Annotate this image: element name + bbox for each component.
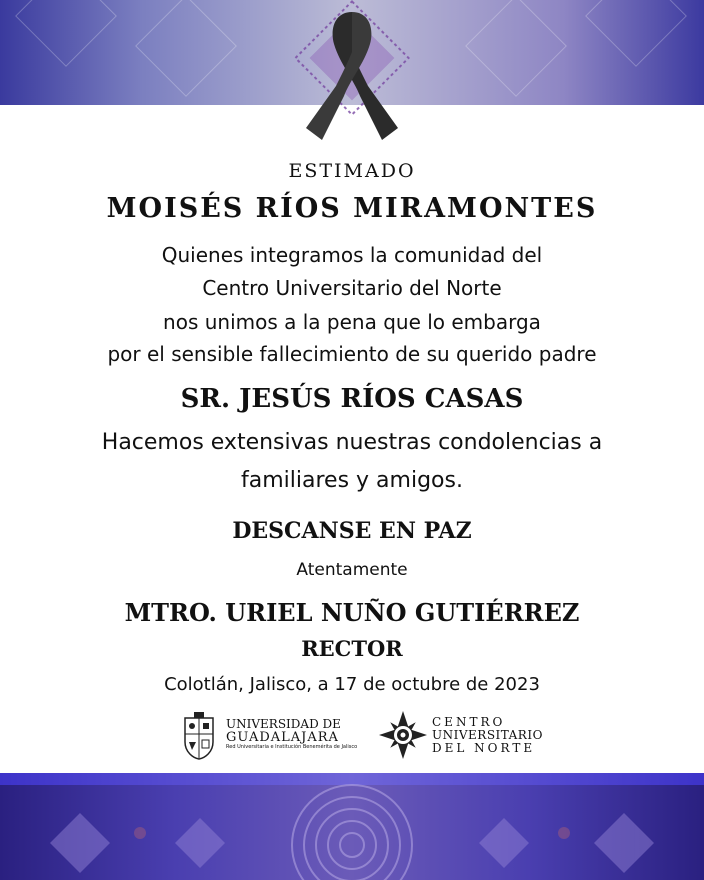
- cun-line2: UNIVERSITARIO: [432, 728, 543, 742]
- band-diamond: [465, 0, 567, 97]
- cun-logo-text: [432, 716, 543, 755]
- condolence-line: familiares y amigos.: [241, 468, 463, 493]
- body-line: nos unimos a la pena que lo embarga: [163, 310, 541, 334]
- udg-line1: UNIVERSIDAD DE: [226, 717, 341, 731]
- salutation: ESTIMADO: [288, 160, 416, 182]
- signer-name: MTRO. URIEL NUÑO GUTIÉRREZ: [124, 598, 580, 627]
- udg-line2: GUADALAJARA: [226, 730, 339, 745]
- condolence-line: Hacemos extensivas nuestras condolencias a: [101, 430, 603, 455]
- body-line: por el sensible fallecimiento de su querido padre: [107, 342, 597, 366]
- band-diamond: [15, 0, 117, 67]
- signer-title: RECTOR: [301, 636, 403, 661]
- mourning-ribbon-icon: [294, 0, 410, 150]
- body-line: Centro Universitario del Norte: [202, 276, 502, 300]
- closing: Atentamente: [296, 560, 408, 580]
- cun-line1: CENTRO: [432, 715, 506, 729]
- place-date: Colotlán, Jalisco, a 17 de octubre de 2023: [164, 674, 540, 695]
- udg-logo-text: [226, 718, 357, 750]
- bottom-decorative-band: [0, 773, 704, 880]
- body-line: Quienes integramos la comunidad del: [161, 243, 543, 267]
- rest-in-peace: DESCANSE EN PAZ: [232, 518, 472, 544]
- udg-shield-icon: [181, 712, 217, 760]
- deceased-name: SR. JESÚS RÍOS CASAS: [180, 384, 524, 414]
- band-diamond: [135, 0, 237, 97]
- cun-line3: DEL NORTE: [432, 741, 536, 755]
- udg-line3: Red Universitaria e Institución Benemérita de Jalisco: [226, 744, 358, 750]
- logos-row: [0, 708, 704, 764]
- recipient-name: MOISÉS RÍOS MIRAMONTES: [106, 193, 598, 224]
- band-diamond: [585, 0, 687, 67]
- cun-emblem-icon: [378, 710, 428, 760]
